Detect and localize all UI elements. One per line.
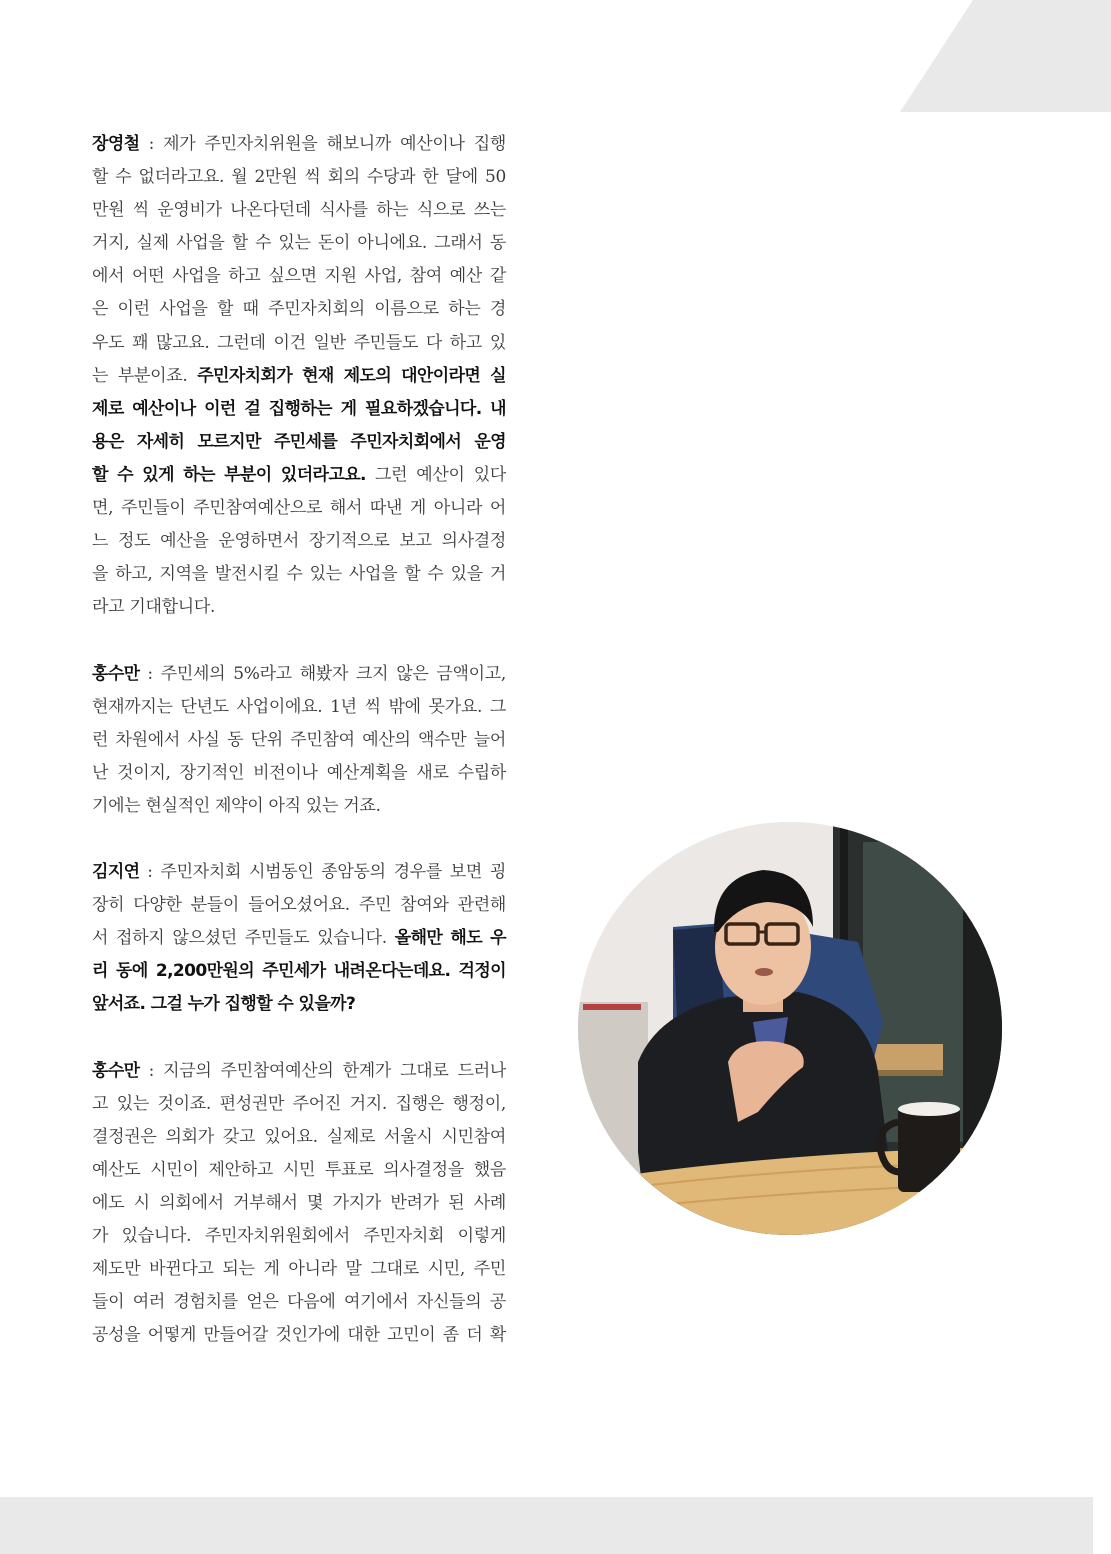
emphasized-text: 할 수 있게 하는 부분이 있더라고요.	[92, 464, 366, 485]
text-line	[92, 1088, 506, 1121]
body-text: 거지, 실제 사업을 할 수 있는 돈이 아니에요. 그래서 동	[92, 233, 506, 254]
body-text: 장히 다양한 분들이 들어오셨어요. 주민 참여와 관련해	[92, 895, 506, 916]
interviewee-photo	[578, 822, 1002, 1235]
text-line	[92, 293, 506, 326]
body-text: 할 수 없더라고요. 월 2만원 씩 회의 수당과 한 달에 50	[92, 167, 506, 188]
footer-band	[0, 1497, 1093, 1554]
text-line	[92, 1187, 506, 1220]
text-line	[92, 955, 506, 988]
text-line	[92, 161, 506, 194]
interview-paragraph	[92, 658, 506, 823]
text-line	[92, 227, 506, 260]
text-line	[92, 724, 506, 757]
text-line	[92, 393, 506, 426]
text-line	[92, 1121, 506, 1154]
text-line	[92, 757, 506, 790]
text-line	[92, 1055, 506, 1088]
text-line	[92, 922, 506, 955]
body-text: 에도 시 의회에서 거부해서 몇 가지가 반려가 된 사례	[92, 1193, 506, 1213]
text-line	[92, 1220, 506, 1253]
text-line	[92, 790, 506, 823]
interviewee-photo-illustration	[578, 822, 1002, 1235]
text-line	[92, 856, 506, 889]
body-text: 예산도 시민이 제안하고 시민 투표로 의사결정을 했음	[92, 1159, 506, 1180]
text-line	[92, 1319, 506, 1352]
body-text: 을 하고, 지역을 발전시킬 수 있는 사업을 할 수 있을 거	[92, 564, 506, 585]
text-line	[92, 889, 506, 922]
body-text: : 주민세의 5%라고 해봤자 크지 않은 금액이고,	[139, 663, 506, 684]
interview-paragraph	[92, 1055, 506, 1353]
text-line	[92, 1253, 506, 1286]
interview-paragraph	[92, 856, 506, 1021]
text-line	[92, 1154, 506, 1187]
text-line	[92, 260, 506, 293]
body-text: 공성을 어떻게 만들어갈 것인가에 대한 고민이 좀 더 확	[92, 1325, 506, 1346]
text-line	[92, 426, 506, 459]
body-text: 라고 기대합니다.	[92, 597, 216, 618]
interview-text-column	[92, 128, 506, 1386]
speaker-name: 홍수만	[92, 663, 140, 684]
body-text: 만원 씩 운영비가 나온다던데 식사를 하는 식으로 쓰는	[92, 200, 506, 221]
body-text: 결정권은 의회가 갖고 있어요. 실제로 서울시 시민참여	[92, 1126, 506, 1147]
emphasized-text: 용은 자세히 모르지만 주민세를 주민자치회에서 운영	[92, 431, 506, 452]
body-text: 난 것이지, 장기적인 비전이나 예산계획을 새로 수립하	[92, 762, 506, 783]
body-text: 면, 주민들이 주민참여예산으로 해서 따낸 게 아니라 어	[92, 498, 506, 519]
body-text: 기에는 현실적인 제약이 아직 있는 거죠.	[92, 795, 381, 816]
emphasized-text: 올해만 해도 우	[394, 928, 506, 949]
corner-decoration-shape	[0, 0, 1111, 112]
body-text: 은 이런 사업을 할 때 주민자치회의 이름으로 하는 경	[92, 299, 506, 320]
emphasized-text: 제로 예산이나 이런 걸 집행하는 게 필요하겠습니다. 내	[92, 398, 506, 419]
body-text: 에서 어떤 사업을 하고 싶으면 지원 사업, 참여 예산 같	[92, 266, 506, 287]
emphasized-text: 앞서죠. 그걸 누가 집행할 수 있을까?	[92, 994, 356, 1015]
text-line	[92, 558, 506, 591]
body-text: 그런 예산이 있다	[365, 464, 506, 485]
speaker-name: 홍수만	[92, 1060, 140, 1081]
text-line	[92, 658, 506, 691]
body-text: 런 차원에서 사실 동 단위 주민참여 예산의 액수만 늘어	[92, 729, 506, 750]
speaker-name: 김지연	[92, 862, 140, 883]
text-line	[92, 194, 506, 227]
body-text: 서 접하지 않으셨던 주민들도 있습니다.	[92, 928, 395, 949]
text-line	[92, 691, 506, 724]
body-text: : 주민자치회 시범동인 종암동의 경우를 보면 굉	[139, 862, 506, 883]
text-line	[92, 525, 506, 558]
text-line	[92, 1286, 506, 1319]
text-line	[92, 459, 506, 492]
body-text: 느 정도 예산을 운영하면서 장기적으로 보고 의사결정	[92, 531, 506, 552]
body-text: 가 있습니다. 주민자치위원회에서 주민자치회 이렇게	[92, 1226, 506, 1247]
text-line	[92, 492, 506, 525]
emphasized-text: 리 동에 2,200만원의 주민세가 내려온다는데요. 걱정이	[92, 961, 506, 982]
body-text: 우도 꽤 많고요. 그런데 이건 일반 주민들도 다 하고 있	[92, 332, 506, 353]
body-text: 현재까지는 단년도 사업이에요. 1년 씩 밖에 못가요. 그	[92, 696, 506, 717]
body-text: 고 있는 것이죠. 편성권만 주어진 거지. 집행은 행정이,	[92, 1093, 506, 1114]
text-line	[92, 988, 506, 1021]
text-line	[92, 327, 506, 360]
text-line	[92, 591, 506, 624]
body-text: 들이 여러 경험치를 얻은 다음에 여기에서 자신들의 공	[92, 1292, 506, 1313]
body-text: 는 부분이죠.	[92, 365, 198, 386]
text-line	[92, 128, 506, 161]
body-text: : 지금의 주민참여예산의 한계가 그대로 드러나	[139, 1060, 506, 1081]
body-text: : 제가 주민자치위원을 해보니까 예산이나 집행	[139, 134, 506, 154]
body-text: 제도만 바뀐다고 되는 게 아니라 말 그대로 시민, 주민	[92, 1259, 506, 1280]
text-line	[92, 360, 506, 393]
emphasized-text: 주민자치회가 현재 제도의 대안이라면 실	[197, 365, 507, 386]
interview-paragraph	[92, 128, 506, 624]
speaker-name: 장영철	[92, 134, 140, 154]
